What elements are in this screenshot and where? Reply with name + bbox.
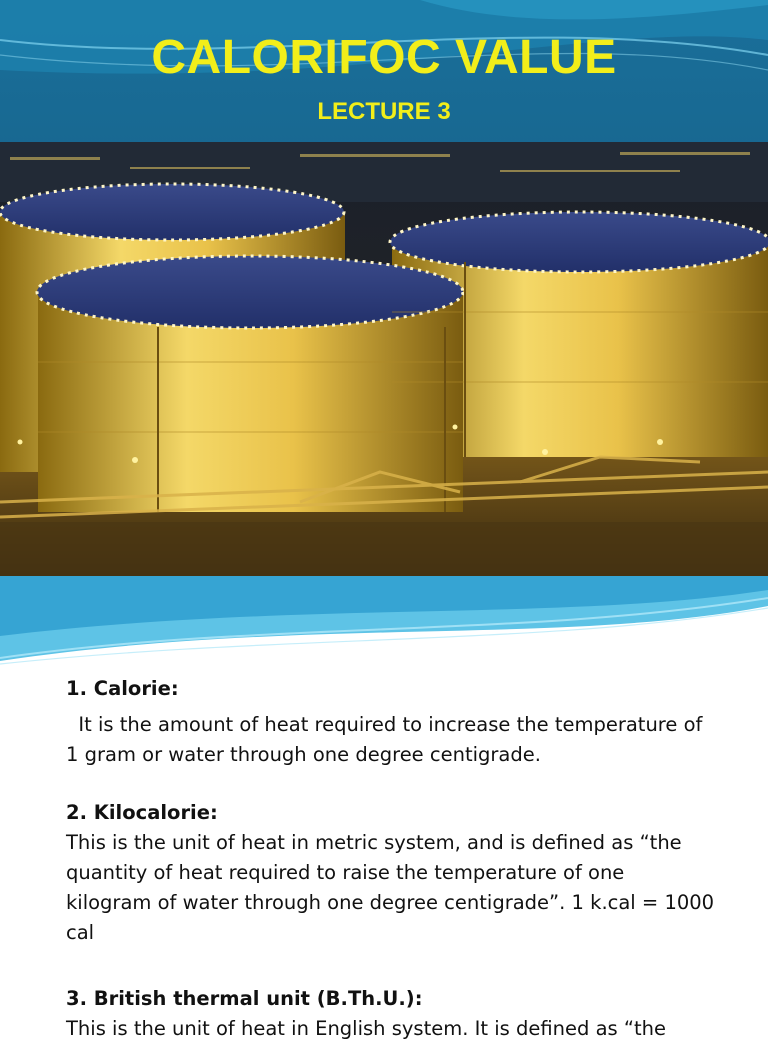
body-line: kilogram of water through one degree centigrade”. 1 k.cal = 1000 [66,891,715,914]
slide-body [66,674,746,1044]
oil-storage-tanks-photo [0,142,768,576]
body-line: It is the amount of heat required to increase the temperature of [66,713,703,736]
body-line: quantity of heat required to raise the temperature of one [66,861,625,884]
body-line: 1 gram or water through one degree centigrade. [66,743,541,766]
slide-title: CALORIFOC VALUE [151,31,617,84]
content-slide [0,576,768,1040]
section-heading-calorie: 1. Calorie: [66,677,179,700]
slide-subtitle: LECTURE 3 [317,98,451,125]
wave-decoration [0,576,768,671]
body-line: cal [66,921,95,944]
section-heading-kilocalorie: 2. Kilocalorie: [66,801,218,824]
body-line: This is the unit of heat in English system. It is defined as “the [66,1017,666,1040]
body-line: This is the unit of heat in metric system, and is defined as “the [66,831,682,854]
section-heading-btu: 3. British thermal unit (B.Th.U.): [66,987,423,1010]
